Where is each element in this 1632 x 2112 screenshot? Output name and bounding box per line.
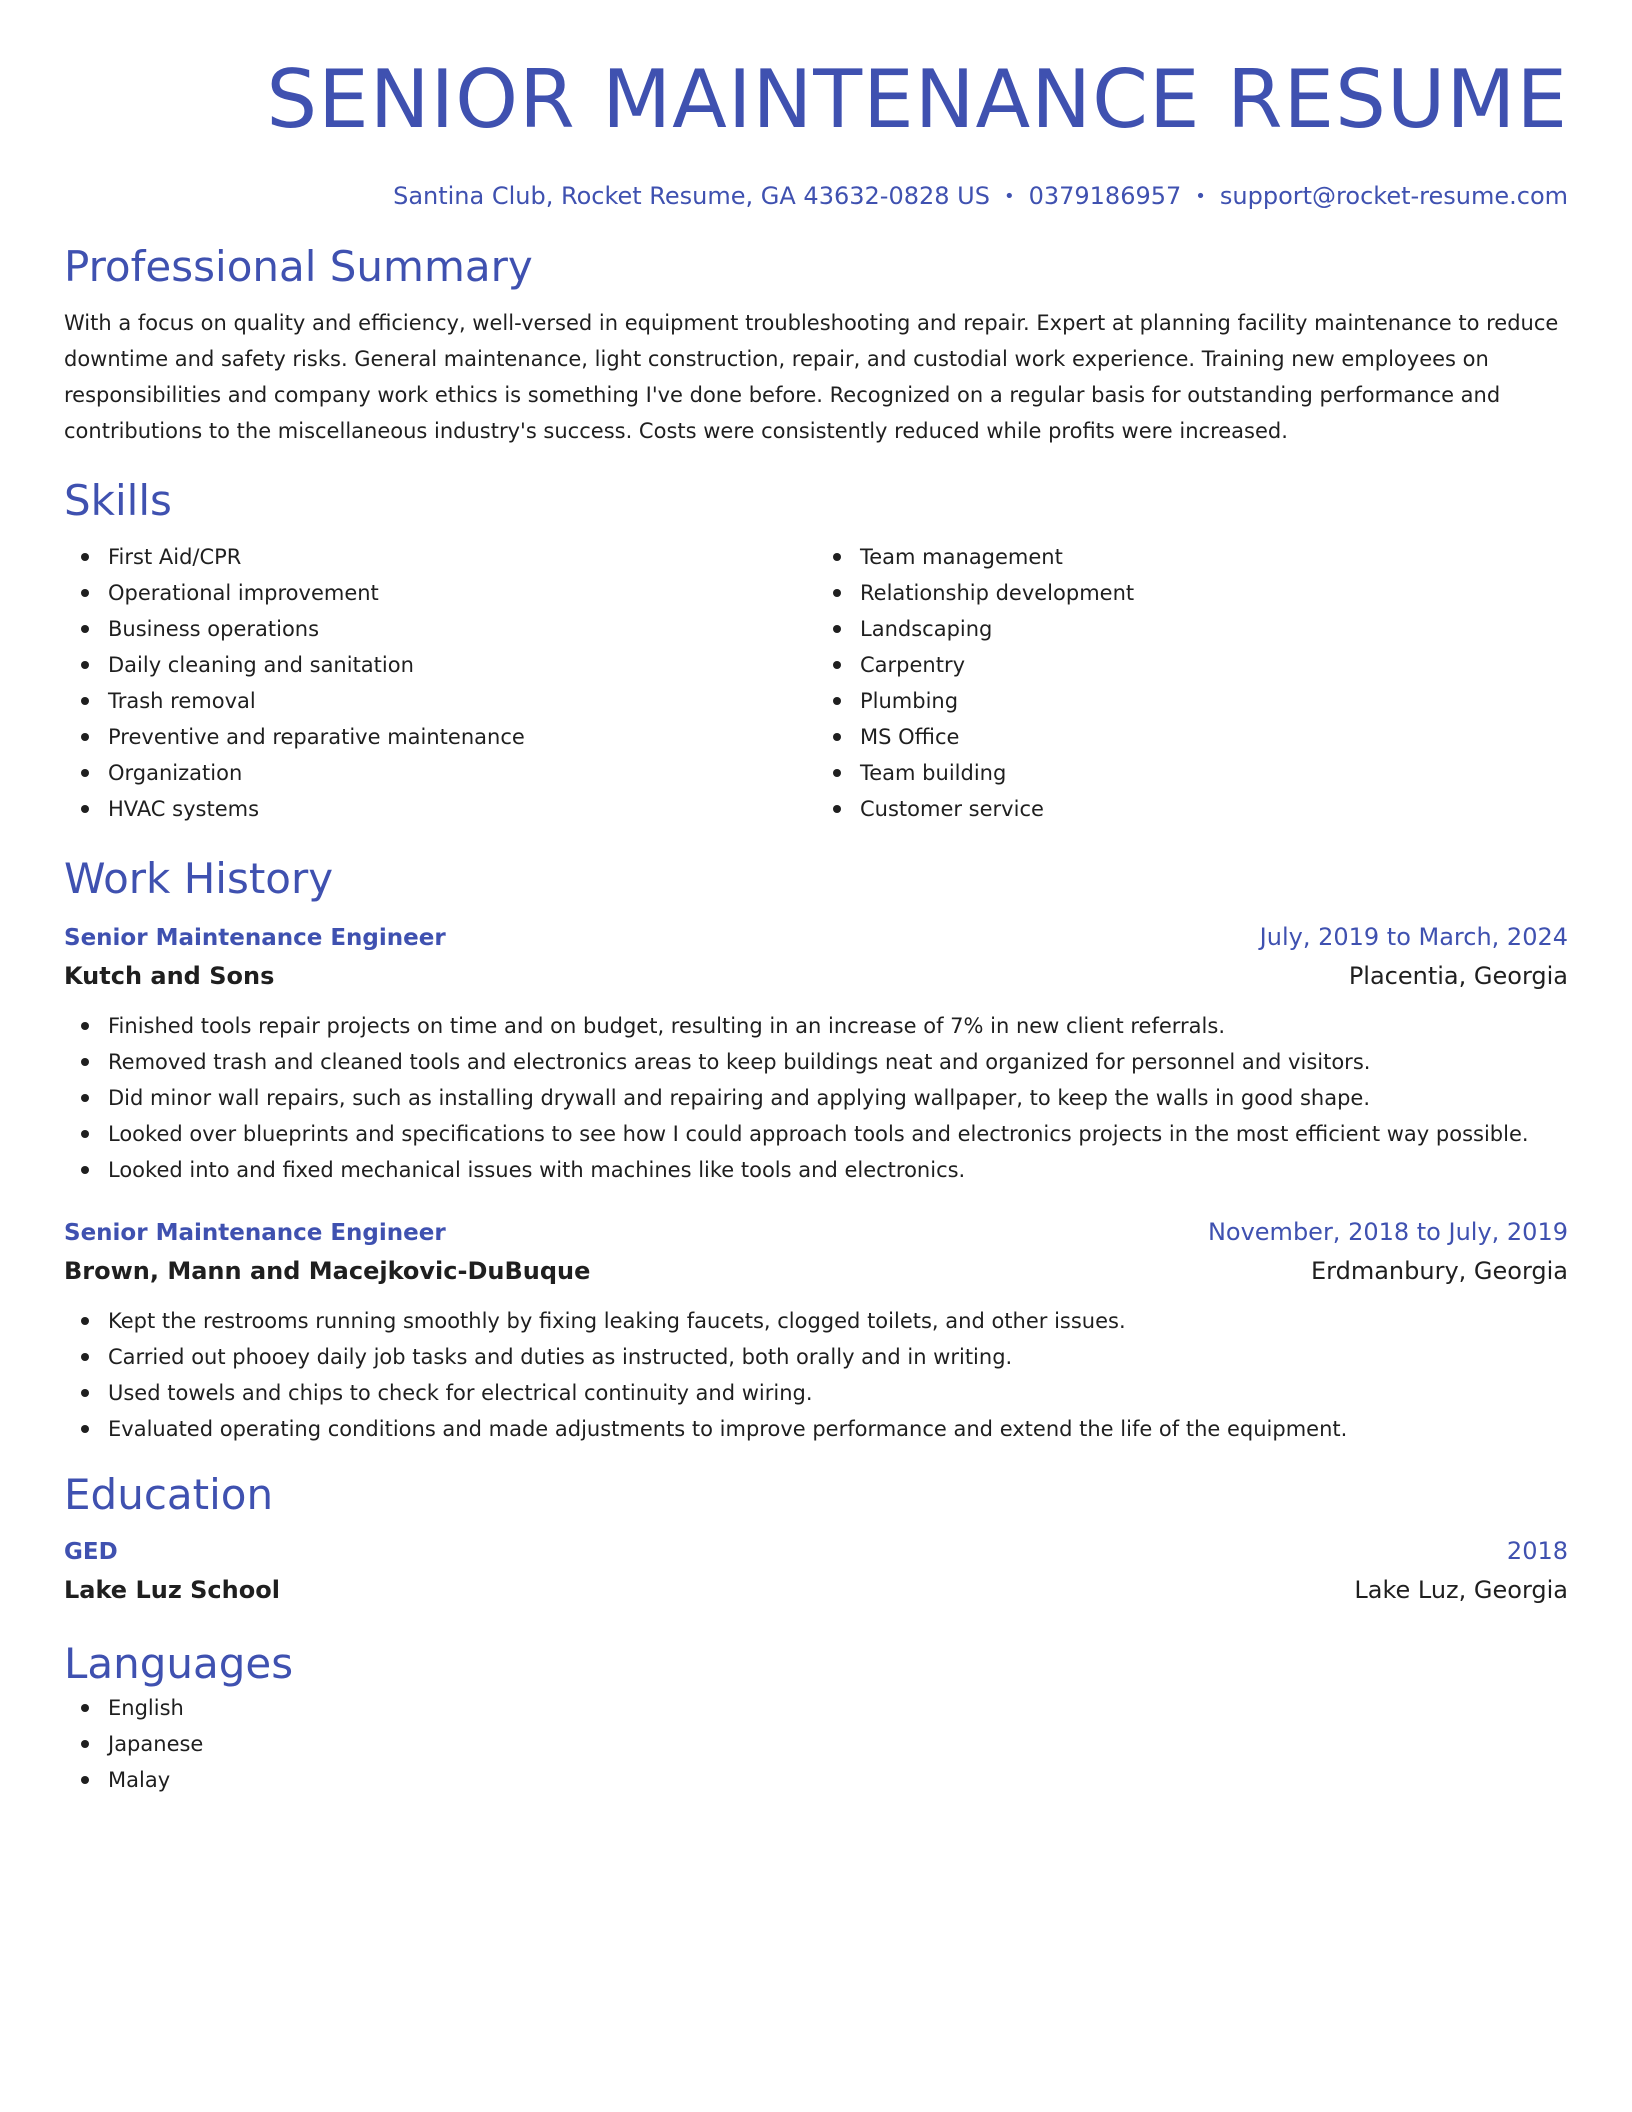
skill-item: MS Office bbox=[860, 719, 1568, 755]
skills-heading: Skills bbox=[64, 476, 172, 525]
language-item: English bbox=[108, 1690, 1568, 1726]
job-title-row bbox=[64, 919, 1568, 956]
job-duty: Carried out phooey daily job tasks and duties as instructed, both orally and in writing. bbox=[108, 1339, 1568, 1375]
skill-item: Relationship development bbox=[860, 575, 1568, 611]
education-entry bbox=[64, 1533, 1568, 1610]
skill-item: Daily cleaning and sanitation bbox=[108, 647, 816, 683]
job-position: Senior Maintenance Engineer bbox=[64, 925, 446, 951]
education-school-row bbox=[64, 1570, 1568, 1610]
skills-list-left bbox=[64, 539, 816, 827]
job-duties-list bbox=[64, 1303, 1568, 1447]
skill-item: HVAC systems bbox=[108, 791, 816, 827]
education-location: Lake Luz, Georgia bbox=[1354, 1576, 1568, 1604]
skill-item: Operational improvement bbox=[108, 575, 816, 611]
job-dates: July, 2019 to March, 2024 bbox=[1259, 923, 1568, 951]
languages-heading: Languages bbox=[64, 1639, 294, 1688]
languages-list bbox=[64, 1690, 1568, 1798]
summary-heading: Professional Summary bbox=[64, 242, 533, 291]
job-duty: Evaluated operating conditions and made adjustments to improve performance and extend the life of the equipment. bbox=[108, 1411, 1568, 1447]
job-location: Placentia, Georgia bbox=[1348, 962, 1568, 990]
education-degree: GED bbox=[64, 1539, 118, 1565]
job-location: Erdmanbury, Georgia bbox=[1310, 1257, 1568, 1285]
language-item: Japanese bbox=[108, 1726, 1568, 1762]
job-duty: Looked over blueprints and specifications to see how I could approach tools and electronics projects in the most efficient way possible. bbox=[108, 1116, 1568, 1152]
job-duty: Did minor wall repairs, such as installing drywall and repairing and applying wallpaper, to keep the walls in good shape. bbox=[108, 1080, 1568, 1116]
contact-email[interactable]: support@rocket-resume.com bbox=[1219, 182, 1568, 210]
job-position: Senior Maintenance Engineer bbox=[64, 1220, 446, 1246]
contact-separator: • bbox=[1003, 186, 1015, 207]
job-company: Kutch and Sons bbox=[64, 962, 275, 990]
skill-item: Preventive and reparative maintenance bbox=[108, 719, 816, 755]
job-entry bbox=[64, 919, 1568, 1188]
education-heading: Education bbox=[64, 1470, 274, 1519]
skill-item: Landscaping bbox=[860, 611, 1568, 647]
skills-columns bbox=[64, 539, 1568, 827]
education-year: 2018 bbox=[1506, 1537, 1568, 1565]
skills-list-right bbox=[816, 539, 1568, 827]
job-title-row bbox=[64, 1214, 1568, 1251]
job-duty: Used towels and chips to check for electrical continuity and wiring. bbox=[108, 1375, 1568, 1411]
job-dates: November, 2018 to July, 2019 bbox=[1207, 1218, 1568, 1246]
education-degree-row bbox=[64, 1533, 1568, 1570]
work-history-heading: Work History bbox=[64, 854, 334, 903]
contact-line bbox=[64, 180, 1568, 213]
skill-item: Trash removal bbox=[108, 683, 816, 719]
skill-item: Carpentry bbox=[860, 647, 1568, 683]
job-duty: Looked into and fixed mechanical issues with machines like tools and electronics. bbox=[108, 1152, 1568, 1188]
resume-name: SENIOR MAINTENANCE RESUME bbox=[266, 53, 1568, 146]
job-duty: Removed trash and cleaned tools and electronics areas to keep buildings neat and organized for personnel and visitors. bbox=[108, 1044, 1568, 1080]
contact-address: Santina Club, Rocket Resume, GA 43632-0828 US bbox=[393, 182, 990, 210]
language-item: Malay bbox=[108, 1762, 1568, 1798]
resume-header bbox=[64, 52, 1568, 213]
skill-item: Team building bbox=[860, 755, 1568, 791]
education-school: Lake Luz School bbox=[64, 1576, 280, 1604]
job-company-row bbox=[64, 1251, 1568, 1291]
skill-item: First Aid/CPR bbox=[108, 539, 816, 575]
skill-item: Team management bbox=[860, 539, 1568, 575]
job-duty: Finished tools repair projects on time and on budget, resulting in an increase of 7% in new client referrals. bbox=[108, 1008, 1568, 1044]
job-duties-list bbox=[64, 1008, 1568, 1188]
job-company: Brown, Mann and Macejkovic-DuBuque bbox=[64, 1257, 591, 1285]
contact-separator: • bbox=[1195, 186, 1206, 207]
job-duty: Kept the restrooms running smoothly by fixing leaking faucets, clogged toilets, and other issues. bbox=[108, 1303, 1568, 1339]
skill-item: Plumbing bbox=[860, 683, 1568, 719]
skill-item: Organization bbox=[108, 755, 816, 791]
contact-phone: 0379186957 bbox=[1028, 182, 1182, 210]
job-entry bbox=[64, 1214, 1568, 1447]
skill-item: Business operations bbox=[108, 611, 816, 647]
summary-text: With a focus on quality and efficiency, well-versed in equipment troubleshooting and repair. Expert at planning facility maintenance to reduce downtime and safety risks. General maintenance, light construction, repair, and custodial work experience. Training new employees on responsibilities and company work ethics is something I've done before. Recognized on a regular basis for outstanding performance and contributions to the miscellaneous industry's success. Costs were consistently reduced while profits were increased. bbox=[64, 311, 1559, 443]
skill-item: Customer service bbox=[860, 791, 1568, 827]
job-company-row bbox=[64, 956, 1568, 996]
